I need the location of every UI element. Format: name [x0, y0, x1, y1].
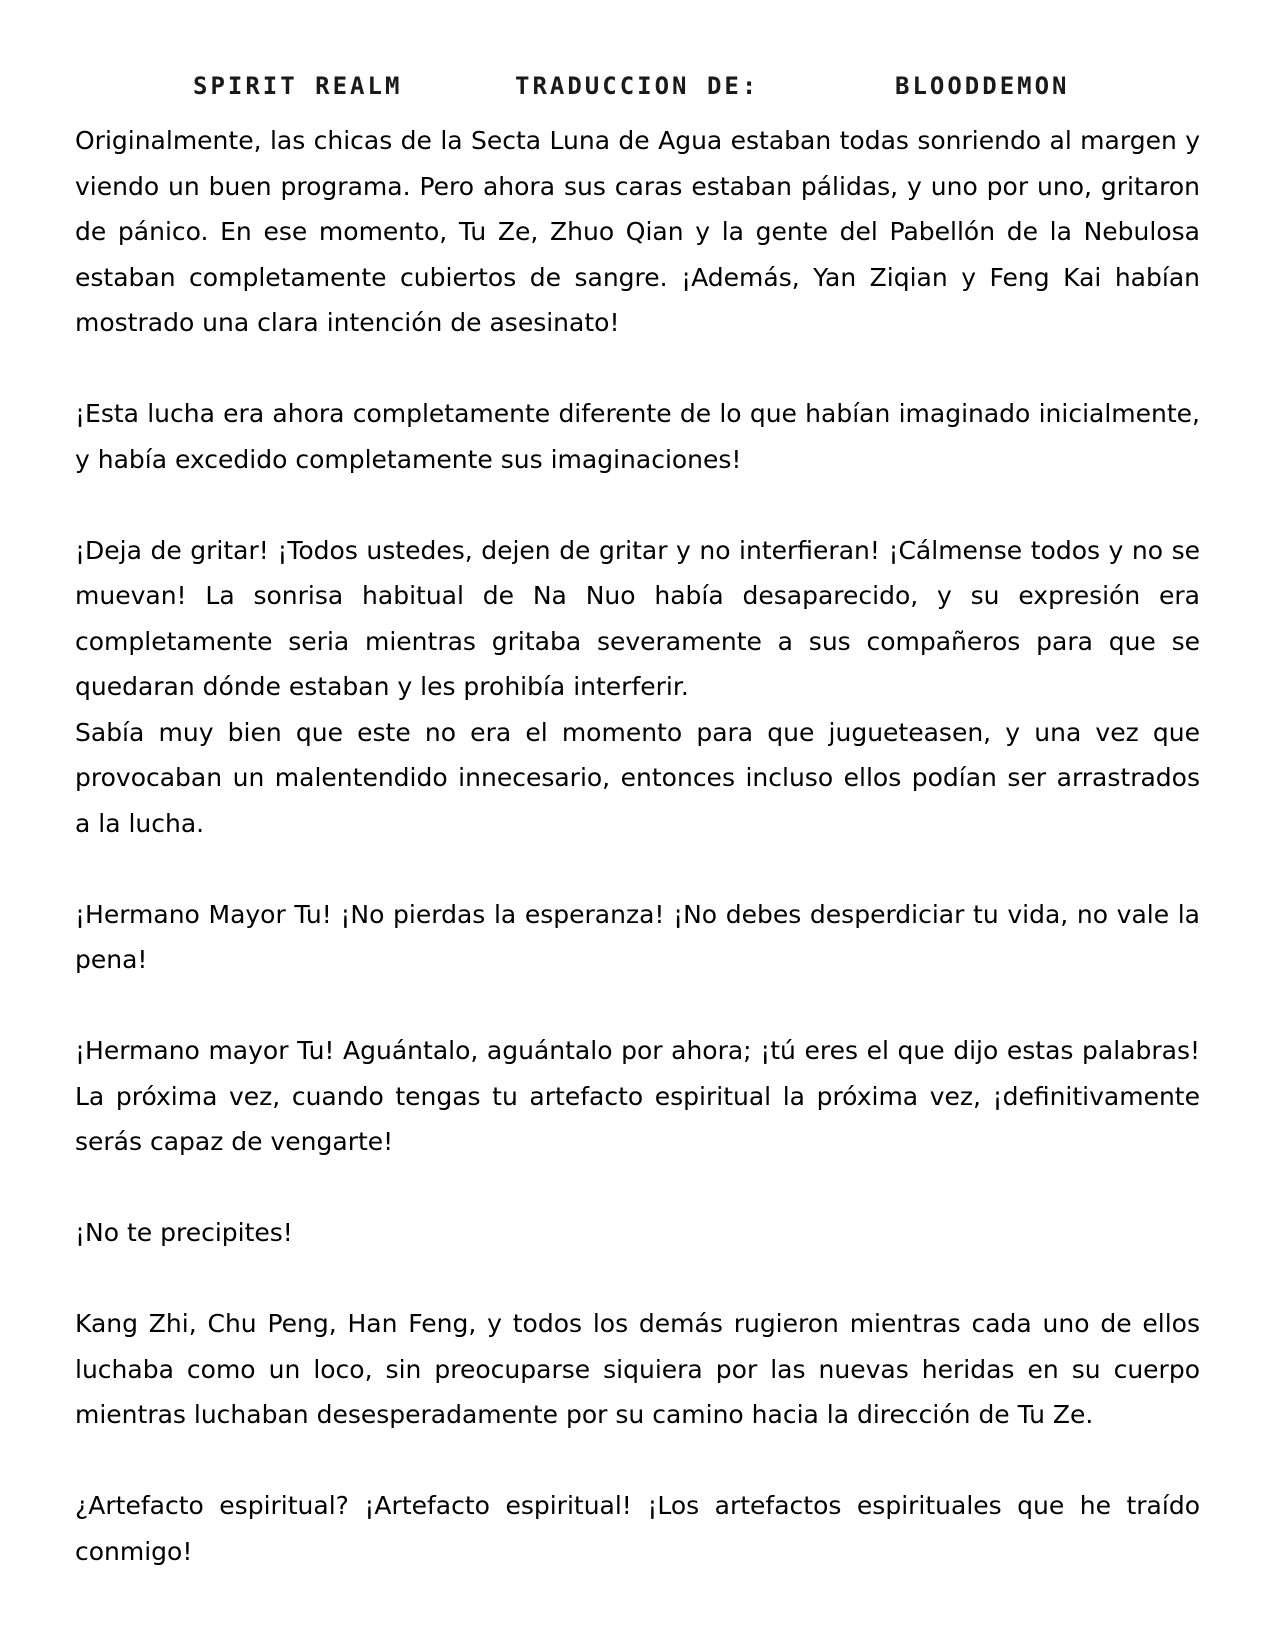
document-body	[75, 118, 1200, 1620]
paragraph: ¡No te precipites!	[75, 1218, 293, 1247]
page-header	[0, 72, 1275, 112]
paragraph: Originalmente, las chicas de la Secta Luna de Agua estaban todas sonriendo al margen y viendo un buen programa. Pero ahora sus caras estaban pálidas, y uno por uno, gritaron de pánico. En ese momento, Tu Ze, Zhuo Qian y la gente del Pabellón de la Nebulosa estaban completamente cubiertos de sangre. ¡Además, Yan Ziqian y Feng Kai habían mostrado una clara intención de asesinato!	[75, 126, 1200, 337]
paragraph: ¡Deja de gritar! ¡Todos ustedes, dejen de gritar y no interfieran! ¡Cálmense todos y no se muevan! La sonrisa habitual de Na Nuo había desaparecido, y su expresión era completamente seria mientras gritaba severamente a sus compañeros para que se quedaran dónde estaban y les prohibía interferir.	[75, 535, 1200, 701]
paragraph: ¡Hermano mayor Tu! Aguántalo, aguántalo por ahora; ¡tú eres el que dijo estas palabras! La próxima vez, cuando tengas tu artefacto espiritual la próxima vez, ¡definitivamente serás capaz de vengarte!	[75, 1036, 1200, 1156]
paragraph: Sabía muy bien que este no era el momento para que jugueteasen, y una vez que provocaban un malentendido innecesario, entonces incluso ellos podían ser arrastrados a la lucha.	[75, 717, 1200, 838]
header-translator-name: BLOODDEMON	[895, 72, 1070, 100]
paragraph: Kang Zhi, Chu Peng, Han Feng, y todos los demás rugieron mientras cada uno de ellos luchaba como un loco, sin preocuparse siquiera por las nuevas heridas en su cuerpo mientras luchaban desesperadamente por su camino hacia la dirección de Tu Ze.	[75, 1309, 1200, 1429]
paragraph: ¡Esta lucha era ahora completamente diferente de lo que habían imaginado inicialmente, y había excedido completamente sus imaginaciones!	[75, 399, 1200, 474]
header-translation-label: TRADUCCION DE:	[515, 72, 760, 100]
paragraph: ¡Hermano Mayor Tu! ¡No pierdas la esperanza! ¡No debes desperdiciar tu vida, no vale la pena!	[75, 899, 1200, 974]
paragraph: ¿Artefacto espiritual? ¡Artefacto espiritual! ¡Los artefactos espirituales que he traído conmigo!	[75, 1491, 1200, 1566]
header-series-title: SPIRIT REALM	[193, 72, 403, 100]
